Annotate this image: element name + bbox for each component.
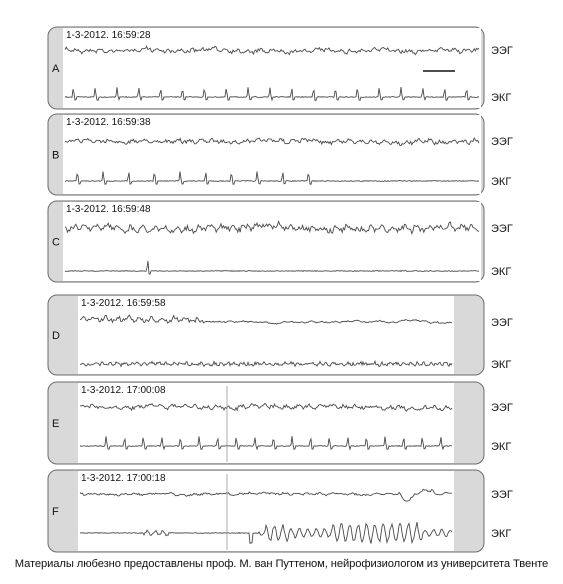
eeg-channel-label: ЭЭГ [491,45,513,57]
ecg-channel-label: ЭКГ [491,441,512,453]
panel-timestamp: 1-3-2012. 16:59:38 [66,117,151,128]
panel-timestamp: 1-3-2012. 16:59:58 [81,298,166,309]
ecg-channel-label: ЭКГ [491,92,512,104]
panel-letter: D [52,330,60,342]
panel-d [48,295,513,375]
panel-letter: F [52,506,59,518]
ecg-channel-label: ЭКГ [491,359,512,371]
panel-a [48,27,513,109]
panel-f [48,470,513,552]
panel-b [48,114,513,195]
panel-timestamp: 1-3-2012. 16:59:28 [66,30,151,41]
ecg-channel-label: ЭКГ [491,528,512,540]
eeg-channel-label: ЭЭГ [491,489,513,501]
panel-timestamp: 1-3-2012. 16:59:48 [66,204,151,215]
panel-timestamp: 1-3-2012. 17:00:18 [81,473,166,484]
panel-letter: E [52,418,60,430]
panel-timestamp: 1-3-2012. 17:00:08 [81,385,166,396]
ecg-channel-label: ЭКГ [491,266,512,278]
ecg-channel-label: ЭКГ [491,176,512,188]
panel-e [48,382,513,464]
panel-letter: C [52,236,60,249]
eeg-channel-label: ЭЭГ [491,223,513,235]
eeg-channel-label: ЭЭГ [491,402,513,414]
figure-caption: Материалы любезно предоставлены проф. М. ван Путтеном, нейрофизиологом из университета Твенте [14,558,549,570]
panel-letter: B [52,149,60,162]
panel-c [48,201,513,282]
eeg-channel-label: ЭЭГ [491,317,513,329]
panel-letter: A [52,63,60,75]
eeg-channel-label: ЭЭГ [491,136,513,148]
